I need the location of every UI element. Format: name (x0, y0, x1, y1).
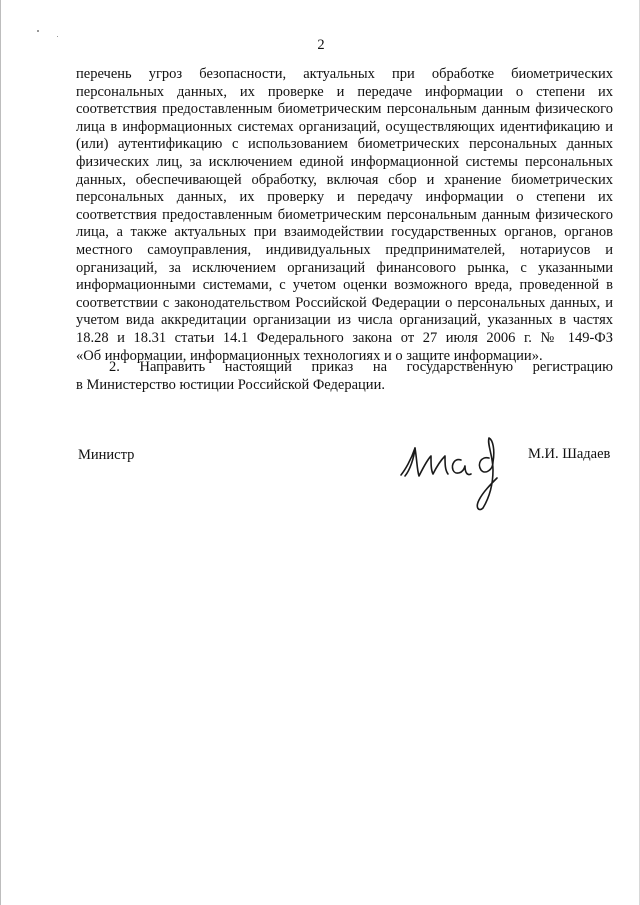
paragraph-line: лица в информационных системах организаций, осуществляющих идентификацию и (76, 118, 613, 135)
paragraph-line: соответствия предоставленным биометрическим персональным данным физического (76, 206, 613, 223)
paragraph-line: (или) аутентификацию с использованием биометрических персональных данных (76, 136, 613, 153)
paragraph-line: персональных данных, их проверке и передаче информации о степени их (76, 83, 613, 100)
paragraph-indent (76, 359, 109, 377)
paragraph-line: персональных данных, их проверку и передачу информации о степени их (76, 189, 613, 206)
paragraph-line: местного самоуправления, индивидуальных предпринимателей, нотариусов и (76, 241, 613, 258)
signature-stroke (477, 438, 497, 510)
paragraph-line: лица, а также актуальных при взаимодействии государственных органов, органов (76, 224, 613, 241)
paragraph-line (76, 359, 613, 377)
handwritten-signature (393, 430, 513, 520)
paragraph-2 (76, 359, 613, 394)
paragraph-line: 18.28 и 18.31 статьи 14.1 Федерального закона от 27 июля 2006 г. № 149-ФЗ (76, 329, 613, 346)
paragraph-line: перечень угроз безопасности, актуальных при обработке биометрических (76, 66, 613, 82)
paragraph-line: данных, обеспечивающей обработку, включая сбор и хранение биометрических (76, 171, 613, 188)
paragraph-line: соответствия предоставленным биометрическим персональным данным физического (76, 101, 613, 118)
paragraph-1 (76, 66, 613, 365)
signature-stroke (452, 460, 471, 475)
signature-stroke (415, 448, 448, 476)
paragraph-line-text: 2. Направить настоящий приказ на государственную регистрацию (109, 359, 613, 375)
paragraph-line: соответствии с законодательством Российской Федерации о персональных данных, и (76, 294, 613, 311)
scan-artifact (37, 30, 39, 32)
paragraph-line: учетом вида аккредитации организации из числа организаций, указанных в частях (76, 312, 613, 329)
paragraph-line: «Об информации, информационных технологиях и о защите информации». (76, 347, 543, 364)
signer-role: Министр (78, 447, 135, 463)
page-number: 2 (317, 37, 325, 53)
paragraph-line: физических лиц, за исключением единой информационной системы персональных (76, 153, 613, 170)
signer-name: М.И. Шадаев (528, 446, 611, 462)
signature-stroke (401, 448, 415, 476)
paragraph-line: информационными системами, с учетом оценки возможного вреда, проведенной в (76, 277, 613, 294)
paragraph-line: организаций, за исключением организаций финансового рынка, с указанными (76, 259, 613, 276)
paragraph-line: в Министерство юстиции Российской Федерации. (76, 376, 385, 393)
